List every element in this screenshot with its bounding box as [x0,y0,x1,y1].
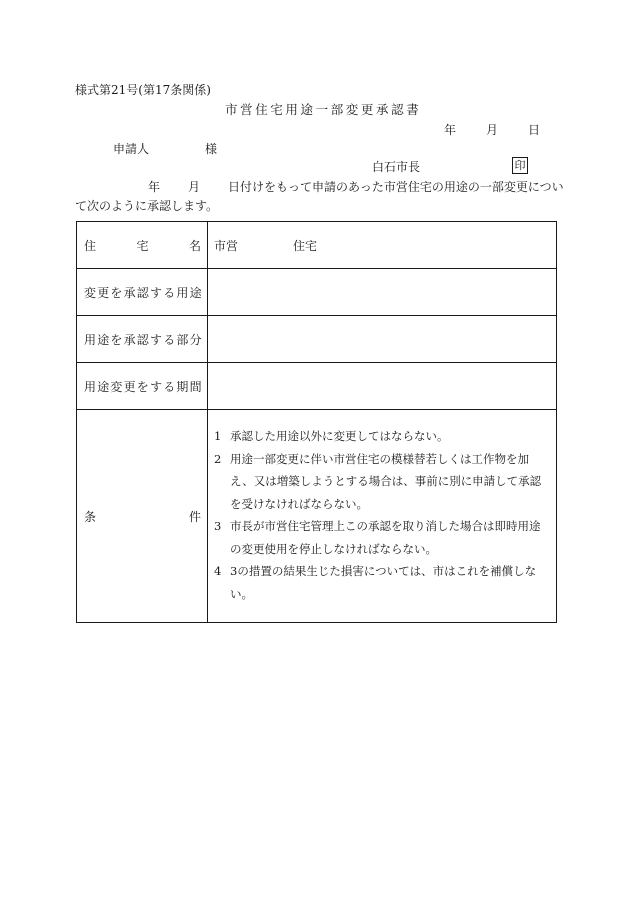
issue-date [444,124,540,136]
condition-number: 2 [214,451,222,466]
label-char: 宅 [136,238,149,253]
body-text-line1 [148,181,564,193]
label-char: 件 [188,509,201,524]
condition-item [214,560,548,605]
date-year-label: 年 [444,123,457,137]
label-char: 住 [84,238,97,253]
condition-text: 3の措置の結果生じた損害については、市はこれを補償しない。 [230,564,537,601]
label-change-period: 用途変更をする期間 [77,363,208,410]
condition-number: 1 [214,429,222,443]
condition-text: 用途一部変更に伴い市営住宅の模様替若しくは工作物を加え、又は増築しようとする場合は、事前に別に申請して承認を受けなければならない。 [230,451,542,511]
table-row-conditions [77,410,557,623]
value-change-period [208,363,557,410]
body-year-label: 年 [148,180,161,194]
condition-number: 3 [214,519,222,533]
form-number: 様式第21号(第17条関係) [75,83,211,97]
table-row-change-period [77,363,557,410]
label-char: 名 [188,238,201,253]
value-approved-part [208,316,557,363]
condition-number: 4 [214,564,222,578]
conditions-list [208,419,556,613]
issuer-name: 白石市長 [372,160,421,174]
housing-suffix: 住宅 [293,238,318,253]
table-row-approved-use [77,269,557,316]
applicant-line [113,143,217,155]
body-text: 日付けをもって申請のあった市営住宅の用途の一部変更につい [228,180,564,194]
label-approved-use: 変更を承認する用途 [77,269,208,316]
document-title: 市営住宅用途一部変更承認書 [225,102,422,117]
label-conditions [77,410,208,623]
condition-text: 市長が市営住宅管理上この承認を取り消した場合は即時用途の変更使用を停止しなければならない。 [230,519,541,556]
body-text-line2: て次のように承認します。 [75,199,219,213]
value-housing-name [208,222,557,269]
table-row-housing-name [77,222,557,269]
body-month-label: 月 [188,180,201,194]
approval-table [76,221,557,623]
table-row-approved-part [77,316,557,363]
date-month-label: 月 [486,123,499,137]
condition-item [214,448,548,516]
value-approved-use [208,269,557,316]
label-approved-part: 用途を承認する部分 [77,316,208,363]
applicant-label: 申請人 [113,142,150,156]
value-conditions [208,410,557,623]
date-day-label: 日 [528,123,541,137]
condition-item [214,425,548,448]
condition-item [214,515,548,560]
seal-mark: 印 [512,157,528,174]
housing-prefix: 市営 [214,238,239,253]
condition-text: 承認した用途以外に変更してはならない。 [230,429,449,443]
label-housing-name [77,222,208,269]
applicant-honorific: 様 [205,142,218,156]
label-char: 条 [84,509,97,524]
